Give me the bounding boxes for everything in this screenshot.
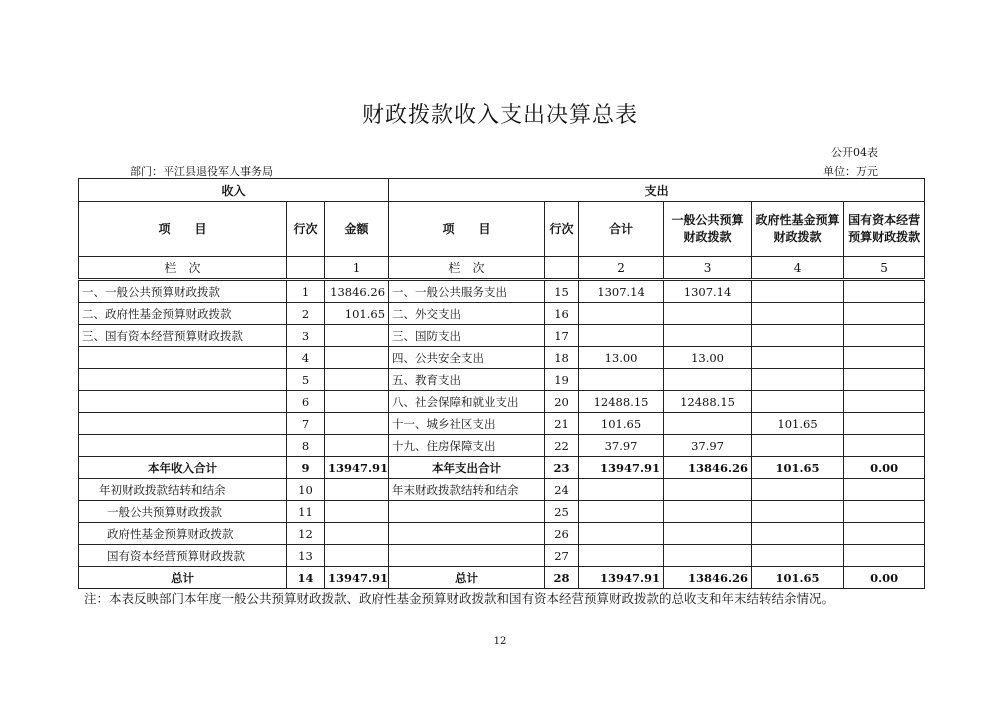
form-code: 公开04表 [831, 146, 878, 159]
expense-total-cell: 13.00 [579, 347, 664, 369]
expense-general-cell: 13846.26 [664, 567, 752, 589]
expense-item-header: 项 目 [389, 202, 545, 257]
expense-item-cell: 五、教育支出 [389, 369, 545, 391]
income-amount-cell [325, 479, 389, 501]
expense-general-header: 一般公共预算财政拨款 [664, 202, 752, 257]
expense-line-cell: 18 [545, 347, 579, 369]
income-item-cell: 一、一般公共预算财政拨款 [79, 280, 287, 303]
income-line-cell: 8 [287, 435, 325, 457]
table-row [79, 457, 925, 479]
table-row [79, 303, 925, 325]
income-amount-cell [325, 435, 389, 457]
expense-fund-cell: 101.65 [752, 567, 844, 589]
income-line-cell: 14 [287, 567, 325, 589]
income-amount-cell [325, 391, 389, 413]
income-line-cell: 3 [287, 325, 325, 347]
expense-item-cell [389, 501, 545, 523]
expense-item-cell: 十九、住房保障支出 [389, 435, 545, 457]
expense-state-cell: 0.00 [844, 567, 925, 589]
expense-total-cell: 1307.14 [579, 280, 664, 303]
column-number-cell [545, 257, 579, 280]
expense-general-cell [664, 479, 752, 501]
unit-label: 单位：万元 [823, 165, 878, 178]
expense-line-cell: 23 [545, 457, 579, 479]
expense-total-header: 合计 [579, 202, 664, 257]
column-number-cell [287, 257, 325, 280]
expense-general-cell [664, 545, 752, 567]
expense-general-cell [664, 325, 752, 347]
expense-total-cell [579, 501, 664, 523]
table-row [79, 567, 925, 589]
expense-total-cell: 12488.15 [579, 391, 664, 413]
expense-total-cell: 13947.91 [579, 567, 664, 589]
expense-line-cell: 16 [545, 303, 579, 325]
expense-fund-cell [752, 479, 844, 501]
income-line-cell: 9 [287, 457, 325, 479]
expense-item-cell: 年末财政拨款结转和结余 [389, 479, 545, 501]
income-item-cell [79, 435, 287, 457]
expense-total-cell [579, 479, 664, 501]
income-amount-cell: 101.65 [325, 303, 389, 325]
page-title: 财政拨款收入支出决算总表 [361, 103, 638, 128]
expense-general-cell [664, 501, 752, 523]
expense-total-cell: 13947.91 [579, 457, 664, 479]
income-line-cell: 2 [287, 303, 325, 325]
expense-state-cell [844, 479, 925, 501]
expense-general-cell: 1307.14 [664, 280, 752, 303]
table-row [79, 325, 925, 347]
income-line-cell: 13 [287, 545, 325, 567]
income-amount-cell [325, 501, 389, 523]
expense-fund-cell [752, 303, 844, 325]
expense-fund-cell [752, 325, 844, 347]
expense-state-cell [844, 369, 925, 391]
expense-line-cell: 26 [545, 523, 579, 545]
expense-fund-cell [752, 280, 844, 303]
income-line-cell: 11 [287, 501, 325, 523]
expense-total-cell [579, 523, 664, 545]
expense-item-cell: 本年支出合计 [389, 457, 545, 479]
expense-line-cell: 21 [545, 413, 579, 435]
column-label: 栏 次 [389, 257, 545, 280]
table-row [79, 523, 925, 545]
fiscal-summary-table [78, 178, 925, 589]
income-amount-cell: 13846.26 [325, 280, 389, 303]
income-item-cell: 国有资本经营预算财政拨款 [79, 545, 287, 567]
income-line-cell: 7 [287, 413, 325, 435]
expense-fund-cell [752, 391, 844, 413]
expense-item-cell: 一、一般公共服务支出 [389, 280, 545, 303]
expense-header: 支出 [389, 179, 925, 202]
department-label: 部门：平江县退役军人事务局 [130, 165, 273, 178]
table-row [79, 369, 925, 391]
income-line-cell: 6 [287, 391, 325, 413]
income-item-cell [79, 413, 287, 435]
expense-fund-cell: 101.65 [752, 457, 844, 479]
income-item-header: 项 目 [79, 202, 287, 257]
income-item-cell: 政府性基金预算财政拨款 [79, 523, 287, 545]
table-row [79, 280, 925, 303]
table-row [79, 391, 925, 413]
expense-general-cell: 12488.15 [664, 391, 752, 413]
page-number: 12 [493, 636, 507, 647]
expense-line-cell: 19 [545, 369, 579, 391]
expense-state-cell: 0.00 [844, 457, 925, 479]
expense-total-cell [579, 325, 664, 347]
income-amount-cell [325, 347, 389, 369]
expense-total-cell: 101.65 [579, 413, 664, 435]
income-amount-cell [325, 523, 389, 545]
expense-state-header: 国有资本经营预算财政拨款 [844, 202, 925, 257]
expense-general-cell: 13846.26 [664, 457, 752, 479]
table-row [79, 545, 925, 567]
expense-state-cell [844, 545, 925, 567]
expense-general-cell [664, 369, 752, 391]
header-row-top [79, 179, 925, 202]
table-row [79, 413, 925, 435]
income-item-cell: 三、国有资本经营预算财政拨款 [79, 325, 287, 347]
expense-general-cell: 37.97 [664, 435, 752, 457]
income-item-cell [79, 391, 287, 413]
column-number-1: 1 [325, 257, 389, 280]
income-amount-cell [325, 369, 389, 391]
table-row [79, 347, 925, 369]
income-amount-cell [325, 545, 389, 567]
expense-fund-cell [752, 501, 844, 523]
expense-line-cell: 24 [545, 479, 579, 501]
table-row [79, 435, 925, 457]
income-amount-header: 金额 [325, 202, 389, 257]
expense-fund-cell: 101.65 [752, 413, 844, 435]
income-line-cell: 10 [287, 479, 325, 501]
expense-item-cell: 十一、城乡社区支出 [389, 413, 545, 435]
income-item-cell [79, 347, 287, 369]
expense-fund-header: 政府性基金预算财政拨款 [752, 202, 844, 257]
expense-fund-cell [752, 369, 844, 391]
column-number-3: 3 [664, 257, 752, 280]
expense-state-cell [844, 391, 925, 413]
expense-state-cell [844, 523, 925, 545]
expense-state-cell [844, 413, 925, 435]
income-amount-cell: 13947.91 [325, 567, 389, 589]
expense-state-cell [844, 325, 925, 347]
income-item-cell: 一般公共预算财政拨款 [79, 501, 287, 523]
expense-total-cell [579, 545, 664, 567]
income-line-cell: 1 [287, 280, 325, 303]
expense-general-cell [664, 303, 752, 325]
expense-general-cell [664, 413, 752, 435]
expense-total-cell [579, 303, 664, 325]
income-line-cell: 5 [287, 369, 325, 391]
column-number-2: 2 [579, 257, 664, 280]
income-item-cell [79, 369, 287, 391]
expense-total-cell: 37.97 [579, 435, 664, 457]
column-number-5: 5 [844, 257, 925, 280]
income-amount-cell [325, 325, 389, 347]
header-row-columns [79, 202, 925, 257]
expense-item-cell: 总计 [389, 567, 545, 589]
expense-line-cell: 22 [545, 435, 579, 457]
income-item-cell: 总计 [79, 567, 287, 589]
income-line-header: 行次 [287, 202, 325, 257]
expense-line-header: 行次 [545, 202, 579, 257]
expense-state-cell [844, 501, 925, 523]
table-row [79, 479, 925, 501]
income-item-cell: 本年收入合计 [79, 457, 287, 479]
income-item-cell: 二、政府性基金预算财政拨款 [79, 303, 287, 325]
column-number-4: 4 [752, 257, 844, 280]
expense-item-cell: 三、国防支出 [389, 325, 545, 347]
expense-general-cell: 13.00 [664, 347, 752, 369]
expense-line-cell: 28 [545, 567, 579, 589]
expense-line-cell: 17 [545, 325, 579, 347]
expense-line-cell: 27 [545, 545, 579, 567]
expense-line-cell: 15 [545, 280, 579, 303]
expense-general-cell [664, 523, 752, 545]
expense-line-cell: 20 [545, 391, 579, 413]
expense-total-cell [579, 369, 664, 391]
expense-item-cell: 四、公共安全支出 [389, 347, 545, 369]
table-note: 注：本表反映部门本年度一般公共预算财政拨款、政府性基金预算财政拨款和国有资本经营预算财政拨款的总收支和年末结转结余情况。 [84, 591, 835, 606]
expense-state-cell [844, 347, 925, 369]
income-line-cell: 4 [287, 347, 325, 369]
income-amount-cell [325, 413, 389, 435]
expense-state-cell [844, 280, 925, 303]
column-number-row [79, 257, 925, 280]
income-line-cell: 12 [287, 523, 325, 545]
expense-item-cell [389, 523, 545, 545]
expense-item-cell: 八、社会保障和就业支出 [389, 391, 545, 413]
expense-fund-cell [752, 523, 844, 545]
expense-fund-cell [752, 347, 844, 369]
income-item-cell: 年初财政拨款结转和结余 [79, 479, 287, 501]
expense-fund-cell [752, 545, 844, 567]
income-amount-cell: 13947.91 [325, 457, 389, 479]
table-row [79, 501, 925, 523]
expense-item-cell: 二、外交支出 [389, 303, 545, 325]
expense-line-cell: 25 [545, 501, 579, 523]
expense-state-cell [844, 303, 925, 325]
column-label: 栏 次 [79, 257, 287, 280]
expense-fund-cell [752, 435, 844, 457]
expense-item-cell [389, 545, 545, 567]
expense-state-cell [844, 435, 925, 457]
income-header: 收入 [79, 179, 389, 202]
